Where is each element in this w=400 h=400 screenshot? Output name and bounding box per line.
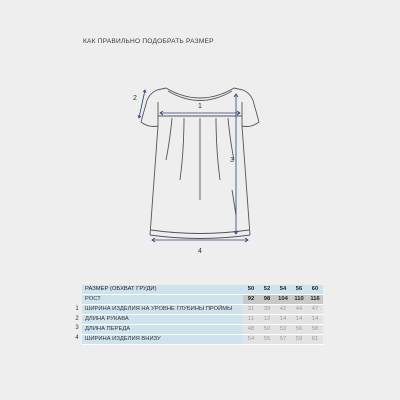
measurement-value: 39 — [259, 305, 275, 315]
size-table — [82, 285, 323, 345]
height-value: 104 — [275, 295, 291, 305]
measurement-value: 58 — [307, 325, 323, 335]
measurement-value: 47 — [307, 305, 323, 315]
measurement-value: 12 — [259, 315, 275, 325]
size-value: 60 — [307, 285, 323, 295]
measurement-label: ШИРИНА ИЗДЕЛИЯ ВНИЗУ — [82, 335, 243, 345]
measure-label-2: 2 — [133, 95, 137, 102]
height-label: РОСТ — [82, 295, 243, 305]
row-number: 4 — [75, 334, 79, 341]
measurement-value: 57 — [275, 335, 291, 345]
measurement-value: 53 — [275, 325, 291, 335]
height-row — [82, 295, 323, 305]
measurement-label: ДЛИНА РУКАВА — [82, 315, 243, 325]
measurement-arrows — [138, 90, 248, 242]
measure-label-4: 4 — [198, 248, 202, 255]
measurement-row — [82, 305, 323, 315]
sizes-row — [82, 285, 323, 295]
row-number-column — [73, 305, 81, 343]
measurement-value: 56 — [291, 325, 307, 335]
measurement-label: ДЛИНА ПЕРЕДА — [82, 325, 243, 335]
measurement-value: 59 — [291, 335, 307, 345]
height-value: 110 — [291, 295, 307, 305]
measurement-value: 11 — [243, 315, 259, 325]
measurement-label: ШИРИНА ИЗДЕЛИЯ НА УРОВНЕ ГЛУБИНЫ ПРОЙМЫ — [82, 305, 243, 315]
height-value: 116 — [307, 295, 323, 305]
size-value: 50 — [243, 285, 259, 295]
row-number: 2 — [75, 315, 79, 322]
height-value: 92 — [243, 295, 259, 305]
measurement-row — [82, 315, 323, 325]
sizes-label: РАЗМЕР (ОБХВАТ ГРУДИ) — [82, 285, 243, 295]
measurement-value: 61 — [307, 335, 323, 345]
measurement-value: 50 — [259, 325, 275, 335]
measurement-value: 31 — [243, 305, 259, 315]
size-value: 56 — [291, 285, 307, 295]
measurement-value: 55 — [259, 335, 275, 345]
measurement-value: 48 — [243, 325, 259, 335]
measurement-value: 14 — [291, 315, 307, 325]
measurement-value: 54 — [243, 335, 259, 345]
measurement-value: 14 — [307, 315, 323, 325]
size-value: 52 — [259, 285, 275, 295]
measurement-row — [82, 335, 323, 345]
measurement-row — [82, 325, 323, 335]
measure-label-3: 3 — [230, 157, 234, 164]
measure-label-1: 1 — [198, 103, 202, 110]
measurement-value: 42 — [275, 305, 291, 315]
row-number: 3 — [75, 325, 79, 332]
measurement-value: 44 — [291, 305, 307, 315]
page-title: КАК ПРАВИЛЬНО ПОДОБРАТЬ РАЗМЕР — [83, 38, 214, 45]
measurement-value: 14 — [275, 315, 291, 325]
row-number: 1 — [75, 306, 79, 312]
height-value: 98 — [259, 295, 275, 305]
dress-outline — [141, 88, 259, 239]
size-value: 54 — [275, 285, 291, 295]
